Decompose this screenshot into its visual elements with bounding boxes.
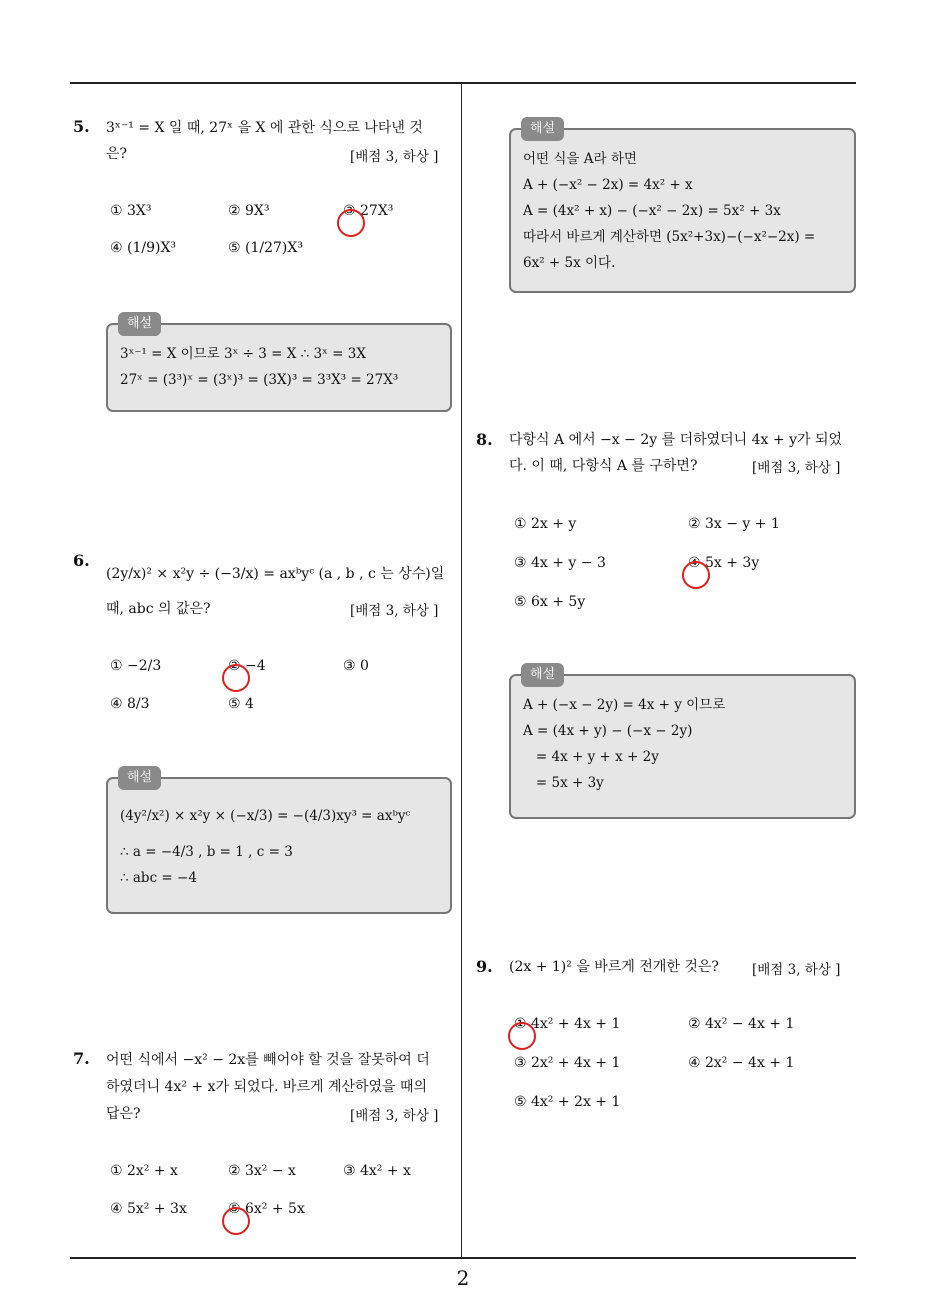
solution-box	[509, 667, 856, 819]
solution-line: 3ˣ⁻¹ = X 이므로 3ˣ ÷ 3 = X ∴ 3ˣ = 3X	[120, 346, 366, 362]
choice-3-selected[interactable]: ③ 27X³	[343, 203, 394, 219]
choice-5-selected[interactable]: ⑤ 6x² + 5x	[228, 1201, 305, 1217]
solution-tag: 해설	[118, 312, 161, 336]
choice-5[interactable]: ⑤ (1/27)X³	[228, 240, 303, 256]
solution-line: 따라서 바르게 계산하면 (5x²+3x)−(−x²−2x) =	[523, 229, 816, 245]
solution-line: A = (4x + y) − (−x − 2y)	[523, 723, 693, 739]
solution-line: (4y²/x²) × x²y × (−x/3) = −(4/3)xy³ = axᵇyᶜ	[120, 808, 411, 824]
page-number: 2	[456, 1266, 470, 1290]
solution-box	[106, 770, 452, 914]
choice-3[interactable]: ③ 0	[343, 658, 369, 674]
solution-tag: 해설	[521, 663, 564, 687]
solution-line: ∴ a = −4/3 , b = 1 , c = 3	[120, 844, 293, 860]
choice-4[interactable]: ④ 8/3	[110, 696, 150, 712]
score-label: [배점 3, 하상 ]	[350, 603, 439, 619]
solution-line: = 4x + y + x + 2y	[523, 749, 659, 765]
choice-4-selected[interactable]: ④ 5x + 3y	[688, 555, 760, 571]
choice-2-selected[interactable]: ② −4	[228, 658, 266, 674]
choice-2[interactable]: ② 3x² − x	[228, 1163, 296, 1179]
question-number: 5.	[73, 117, 90, 136]
solution-tag: 해설	[118, 766, 161, 790]
choice-3[interactable]: ③ 4x + y − 3	[514, 555, 606, 571]
solution-tag: 해설	[521, 117, 564, 141]
solution-line: 어떤 식을 A라 하면	[523, 151, 637, 167]
solution-box	[509, 121, 856, 293]
solution-line: A = (4x² + x) − (−x² − 2x) = 5x² + 3x	[523, 203, 781, 219]
choice-1[interactable]: ① −2/3	[110, 658, 162, 674]
question-text-line: 다. 이 때, 다항식 A 를 구하면?	[509, 458, 698, 474]
bottom-rule	[70, 1257, 856, 1259]
question-text-line: 때, abc 의 값은?	[106, 601, 211, 617]
score-label: [배점 3, 하상 ]	[350, 149, 439, 165]
question-number: 9.	[476, 957, 493, 976]
choice-5[interactable]: ⑤ 6x + 5y	[514, 594, 586, 610]
choice-2[interactable]: ② 9X³	[228, 203, 270, 219]
question-text-line: 어떤 식에서 −x² − 2x를 빼어야 할 것을 잘못하여 더	[106, 1052, 430, 1068]
choice-3[interactable]: ③ 2x² + 4x + 1	[514, 1055, 621, 1071]
choice-4[interactable]: ④ 5x² + 3x	[110, 1201, 187, 1217]
choice-1-selected[interactable]: ① 4x² + 4x + 1	[514, 1016, 621, 1032]
choice-2[interactable]: ② 4x² − 4x + 1	[688, 1016, 795, 1032]
question-number: 6.	[73, 551, 90, 570]
question-text-line: 다항식 A 에서 −x − 2y 를 더하였더니 4x + y가 되었	[509, 432, 843, 448]
solution-line: = 5x + 3y	[523, 775, 604, 791]
score-label: [배점 3, 하상 ]	[350, 1108, 439, 1124]
column-divider	[461, 83, 462, 1258]
question-text-line: 3ˣ⁻¹ = X 일 때, 27ˣ 을 X 에 관한 식으로 나타낸 것	[106, 120, 423, 136]
choice-1[interactable]: ① 3X³	[110, 203, 152, 219]
question-text-line: 하였더니 4x² + x가 되었다. 바르게 계산하였을 때의	[106, 1079, 428, 1095]
solution-line: A + (−x² − 2x) = 4x² + x	[523, 177, 693, 193]
solution-line: 6x² + 5x 이다.	[523, 255, 616, 271]
choice-1[interactable]: ① 2x² + x	[110, 1163, 178, 1179]
solution-line: ∴ abc = −4	[120, 870, 197, 886]
score-label: [배점 3, 하상 ]	[752, 962, 841, 978]
top-rule	[70, 82, 856, 84]
score-label: [배점 3, 하상 ]	[752, 460, 841, 476]
choice-3[interactable]: ③ 4x² + x	[343, 1163, 411, 1179]
choice-5[interactable]: ⑤ 4	[228, 696, 254, 712]
solution-line: A + (−x − 2y) = 4x + y 이므로	[523, 697, 726, 713]
question-text-line: 은?	[106, 146, 128, 162]
question-text-line: 답은?	[106, 1106, 141, 1122]
solution-box	[106, 316, 452, 412]
choice-1[interactable]: ① 2x + y	[514, 516, 577, 532]
question-number: 8.	[476, 430, 493, 449]
choice-2[interactable]: ② 3x − y + 1	[688, 516, 780, 532]
choice-4[interactable]: ④ 2x² − 4x + 1	[688, 1055, 795, 1071]
question-text-line: (2y/x)² × x²y ÷ (−3/x) = axᵇyᶜ (a , b , c 는 상수)일	[106, 566, 445, 582]
question-number: 7.	[73, 1049, 90, 1068]
choice-4[interactable]: ④ (1/9)X³	[110, 240, 177, 256]
solution-line: 27ˣ = (3³)ˣ = (3ˣ)³ = (3X)³ = 3³X³ = 27X³	[120, 372, 399, 388]
question-text-line: (2x + 1)² 을 바르게 전개한 것은?	[509, 959, 719, 975]
choice-5[interactable]: ⑤ 4x² + 2x + 1	[514, 1094, 621, 1110]
